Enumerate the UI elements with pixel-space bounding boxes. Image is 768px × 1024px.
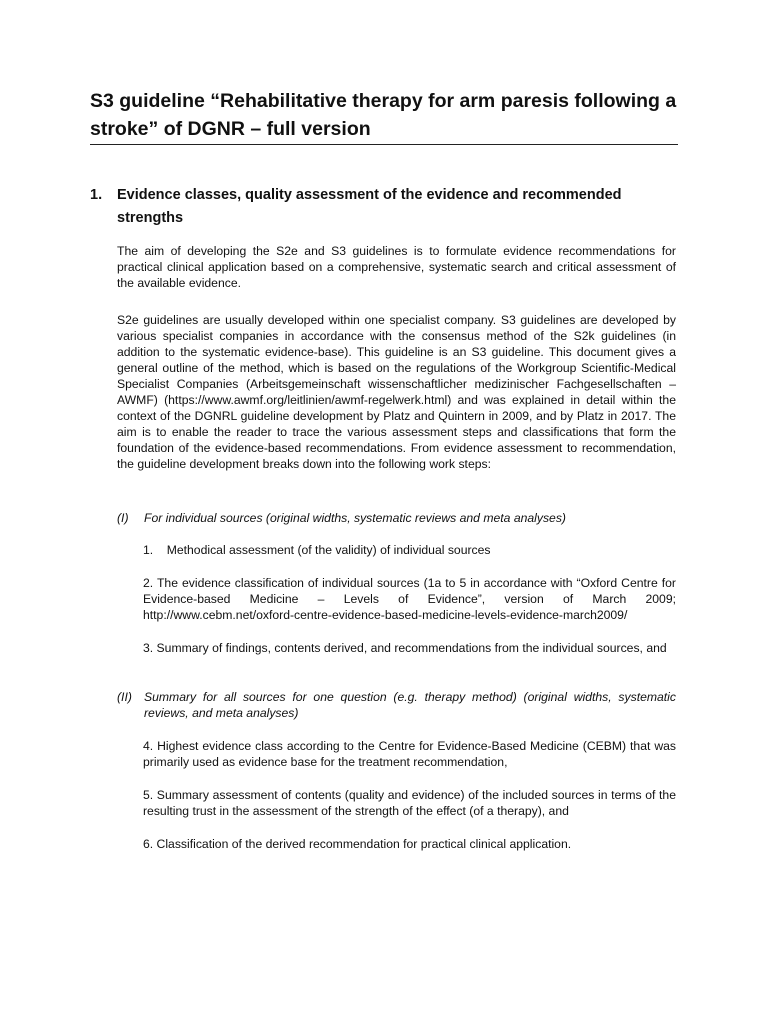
step-item: 3. Summary of findings, contents derived, and recommendations from the individual sources, and xyxy=(143,641,667,655)
document-title: S3 guideline “Rehabilitative therapy for arm paresis following a stroke” of DGNR – full version xyxy=(90,90,677,140)
step-item: 1. Methodical assessment (of the validity) of individual sources xyxy=(143,543,491,557)
part-two-heading-text: Summary for all sources for one question (e.g. therapy method) (original widths, systematic reviews, and meta analyses) xyxy=(144,690,676,720)
part-one-marker: (I) xyxy=(117,511,129,525)
step-item: 6. Classification of the derived recommendation for practical clinical application. xyxy=(143,837,572,851)
part-one-heading-text: For individual sources (original widths, systematic reviews and meta analyses) xyxy=(144,511,566,525)
section-heading xyxy=(90,184,680,230)
part-two-heading xyxy=(117,689,676,721)
intro-paragraph: The aim of developing the S2e and S3 guidelines is to formulate evidence recommendations for practical clinical application based on a comprehensive, systematic search and critical assessment of the available evidence. xyxy=(117,244,676,290)
part-two-marker: (II) xyxy=(117,690,132,704)
method-paragraph: S2e guidelines are usually developed within one specialist company. S3 guidelines are developed by various specialist companies in accordance with the consensus method of the S2k guidelines (in addition to the systematic evidence-base). This guideline is an S3 guideline. This document gives a general outline of the method, which is based on the regulations of the Workgroup Scientific-Medical Specialist Companies (Arbeitsgemeinschaft wissenschaftlicher medizinischer Fachgesellschaften – AWMF) (https://www.awmf.org/leitlinien/awmf-regelwerk.html) and was explained in detail within the context of the DGNRL guideline development by Platz and Quintern in 2009, and by Platz in 2017. The aim is to enable the reader to trace the various assessment steps and classifications that form the foundation of the evidence-based recommendations. From evidence assessment to recommendation, the guideline development breaks down into the following work steps: xyxy=(117,313,676,471)
step-item: 5. Summary assessment of contents (quality and evidence) of the included sources in terms of the resulting trust in the assessment of the strength of the effect (of a therapy), and xyxy=(143,788,676,818)
step-item: 2. The evidence classification of individual sources (1a to 5 in accordance with “Oxford Centre for Evidence-based Medicine – Levels of Evidence”, version of March 2009; http://www.cebm.net/oxford-centre-evidence-based-medicine-levels-evidence-march2009/ xyxy=(143,576,676,622)
step-item: 4. Highest evidence class according to the Centre for Evidence-Based Medicine (CEBM) that was primarily used as evidence base for the treatment recommendation, xyxy=(143,739,676,769)
title-divider xyxy=(90,144,678,145)
section-heading-text: Evidence classes, quality assessment of the evidence and recommended strengths xyxy=(117,187,622,226)
section-number: 1. xyxy=(90,187,103,203)
part-one-heading xyxy=(117,510,676,526)
